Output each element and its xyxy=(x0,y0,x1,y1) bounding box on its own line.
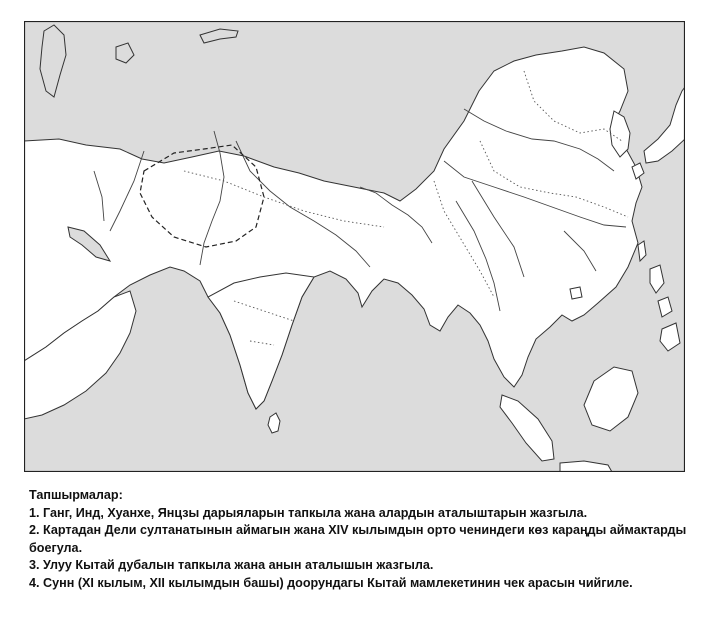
task-item-2: 2. Картадан Дели султанатынын аймагын жана XIV кылымдын орто чениндеги көз караңды аймактарды боегула. xyxy=(29,523,687,555)
outline-map xyxy=(24,21,685,472)
hainan xyxy=(570,287,582,299)
task-item-4: 4. Сунн (XI кылым, XII кылымдын башы) доорундагы Кытай мамлекетинин чек арасын чийгиле. xyxy=(29,575,633,590)
task-item-3: 3. Улуу Кытай дубалын тапкыла жана анын аталышын жазгыла. xyxy=(29,558,434,572)
tasks-block xyxy=(29,487,709,592)
task-item-1: 1. Ганг, Инд, Хуанхе, Янцзы дарыяларын тапкыла жана алардын аталыштарын жазгыла. xyxy=(29,505,588,520)
tasks-heading: Тапшырмалар: xyxy=(29,488,123,502)
